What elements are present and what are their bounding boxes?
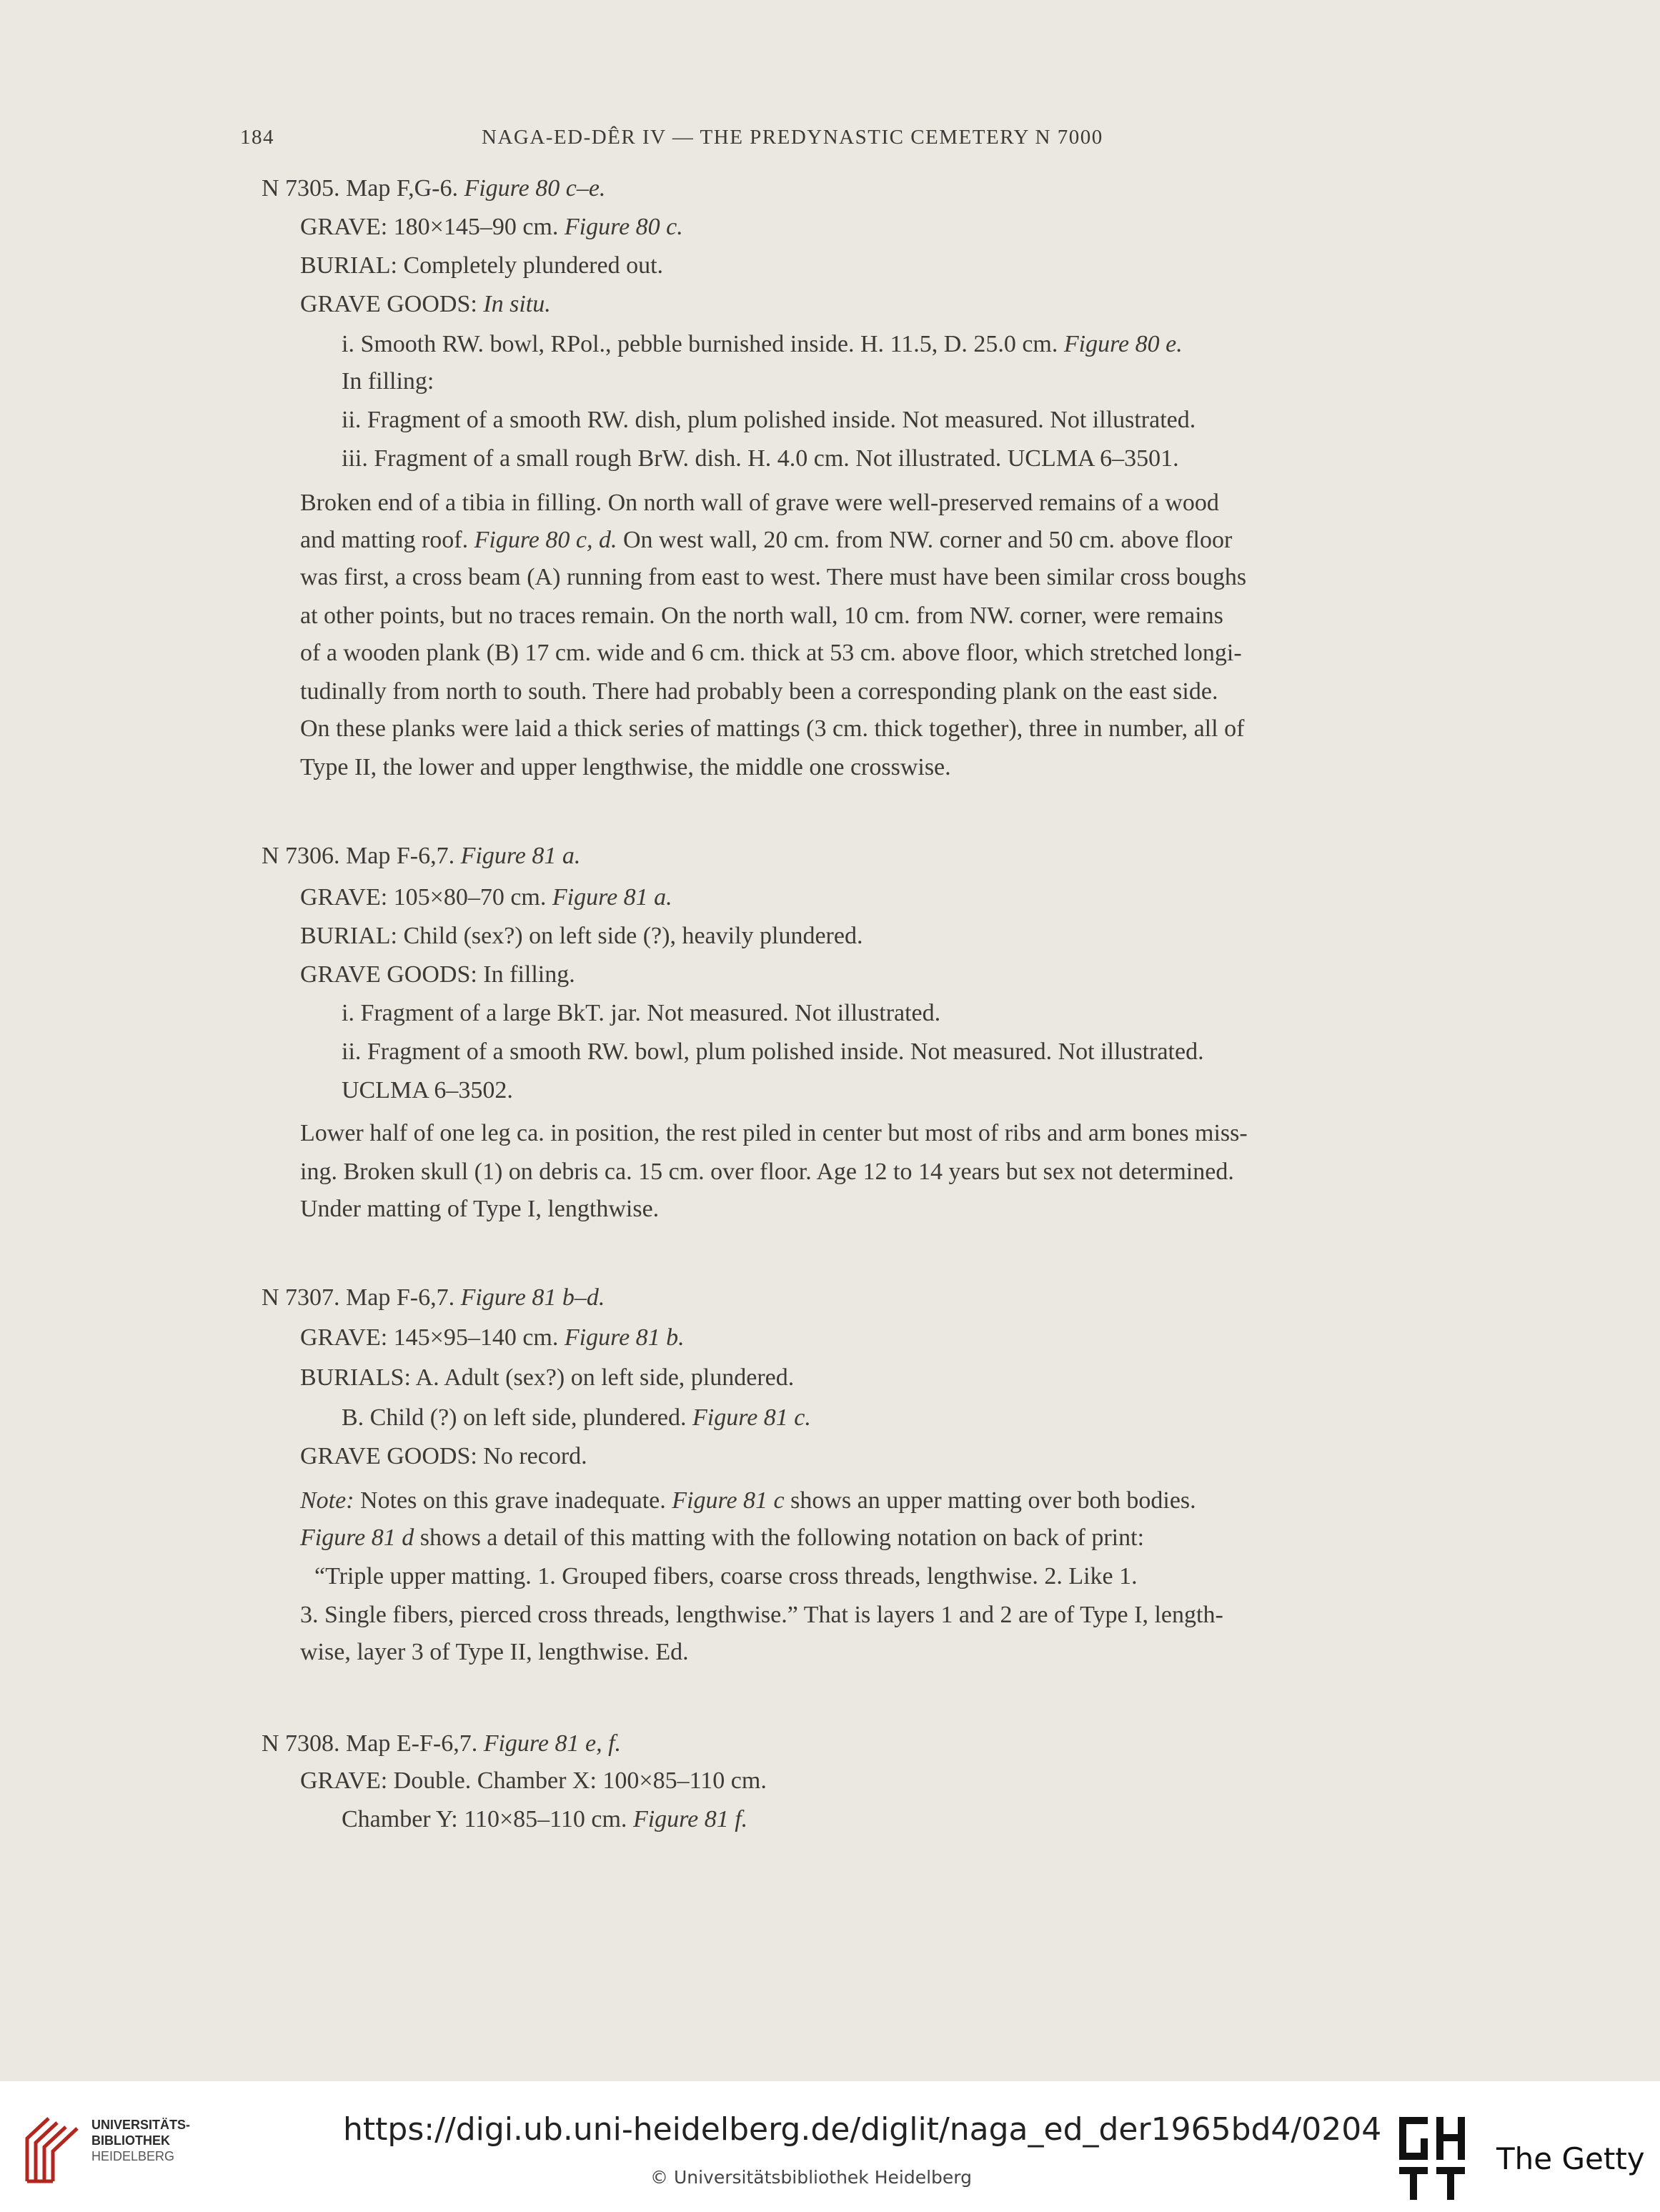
text-segment: i. Smooth RW. bowl, RPol., pebble burnished inside. H. 11.5, D. 25.0 cm. [342, 331, 1064, 357]
text-line [300, 602, 1223, 630]
text-segment: iii. Fragment of a small rough BrW. dish. H. 4.0 cm. Not illustrated. UCLMA 6–3501. [342, 445, 1179, 472]
text-segment: i. Fragment of a large BkT. jar. Not measured. Not illustrated. [342, 1000, 941, 1026]
figure-reference: Figure 81 c [672, 1487, 785, 1514]
figure-reference: Figure 80 c, d. [474, 527, 617, 553]
text-segment: and matting roof. [300, 527, 474, 553]
text-segment: GRAVE: 180×145–90 cm. [300, 214, 565, 240]
page-number: 184 [240, 126, 274, 149]
text-line [300, 526, 1232, 555]
text-line [300, 1767, 767, 1795]
text-segment: GRAVE: Double. Chamber X: 100×85–110 cm. [300, 1767, 767, 1794]
text-segment: N 7307. Map F-6,7. [262, 1284, 461, 1311]
sponsor-name: The Getty [1496, 2141, 1645, 2176]
text-line [342, 330, 1183, 359]
text-line [300, 715, 1244, 743]
text-segment: Lower half of one leg ca. in position, the rest piled in center but most of ribs and arm bones miss- [300, 1120, 1248, 1146]
text-line [300, 290, 551, 319]
text-segment: ii. Fragment of a smooth RW. dish, plum polished inside. Not measured. Not illustrated. [342, 407, 1196, 433]
text-segment: Under matting of Type I, lengthwise. [300, 1196, 660, 1222]
copyright-notice: © Universitätsbibliothek Heidelberg [650, 2167, 973, 2188]
text-segment: UCLMA 6–3502. [342, 1077, 513, 1103]
figure-reference: Figure 81 f. [632, 1806, 748, 1832]
text-line [342, 445, 1179, 473]
library-name: UNIVERSITÄTS- BIBLIOTHEK HEIDELBERG [91, 2118, 191, 2163]
text-line [300, 1487, 1196, 1515]
text-segment: GRAVE GOODS: [300, 291, 484, 317]
text-line [300, 639, 1242, 668]
text-line [300, 489, 1219, 517]
text-line [300, 1195, 659, 1224]
text-segment: BURIALS: A. Adult (sex?) on left side, plundered. [300, 1364, 795, 1391]
text-segment: GRAVE: 105×80–70 cm. [300, 884, 552, 911]
text-line [300, 1364, 794, 1392]
text-segment: was first, a cross beam (A) running from east to west. There must have been similar cross boughs [300, 564, 1247, 590]
text-segment: N 7306. Map F-6,7. [262, 843, 461, 869]
text-segment: “Triple upper matting. 1. Grouped fibers, coarse cross threads, lengthwise. 2. Like 1. [314, 1563, 1138, 1589]
text-line [300, 1119, 1248, 1148]
text-segment: shows a detail of this matting with the following notation on back of print: [414, 1524, 1145, 1551]
text-segment: Notes on this grave inadequate. [354, 1487, 672, 1514]
university-library-logo-icon [20, 2110, 86, 2184]
text-line [300, 961, 575, 989]
text-line [262, 174, 605, 203]
figure-reference: Note: [300, 1487, 354, 1514]
text-line [342, 1805, 747, 1834]
text-line [262, 1284, 605, 1312]
text-segment: GRAVE: 145×95–140 cm. [300, 1324, 565, 1351]
text-line [342, 406, 1196, 435]
text-line [342, 1076, 513, 1105]
figure-reference: In situ. [483, 291, 551, 317]
text-line [342, 1038, 1204, 1066]
figure-reference: Figure 80 e. [1063, 331, 1183, 357]
text-segment: of a wooden plank (B) 17 cm. wide and 6 cm. thick at 53 cm. above floor, which stretched longi- [300, 640, 1242, 666]
text-line [300, 922, 863, 951]
text-segment: ing. Broken skull (1) on debris ca. 15 cm. over floor. Age 12 to 14 years but sex not determined. [300, 1159, 1234, 1185]
permalink-url[interactable]: https://digi.ub.uni-heidelberg.de/diglit/naga_ed_der1965bd4/0204 [343, 2111, 1382, 2148]
text-line [314, 1562, 1138, 1591]
text-line [300, 1638, 689, 1667]
text-segment: shows an upper matting over both bodies. [784, 1487, 1196, 1514]
getty-logo-icon [1393, 2113, 1472, 2206]
text-line [300, 883, 672, 912]
text-segment: Broken end of a tibia in filling. On north wall of grave were well-preserved remains of a wood [300, 490, 1219, 516]
text-segment: Type II, the lower and upper lengthwise, the middle one crosswise. [300, 754, 951, 780]
figure-reference: Figure 81 d [300, 1524, 414, 1551]
text-segment: ii. Fragment of a smooth RW. bowl, plum polished inside. Not measured. Not illustrated. [342, 1038, 1204, 1065]
text-segment: GRAVE GOODS: In filling. [300, 961, 575, 988]
text-line [300, 252, 663, 280]
figure-reference: Figure 81 a. [460, 843, 581, 869]
text-line [262, 1730, 621, 1758]
text-line [300, 1601, 1223, 1630]
text-segment: wise, layer 3 of Type II, lengthwise. Ed. [300, 1639, 689, 1665]
text-segment: Chamber Y: 110×85–110 cm. [342, 1806, 633, 1832]
text-line [300, 1442, 587, 1471]
figure-reference: Figure 81 a. [552, 884, 672, 911]
text-line [342, 367, 434, 396]
text-line [300, 678, 1218, 706]
figure-reference: Figure 81 b. [564, 1324, 685, 1351]
figure-reference: Figure 81 b–d. [460, 1284, 605, 1311]
running-title: NAGA-ED-DÊR IV — THE PREDYNASTIC CEMETERY N 7000 [482, 126, 1103, 149]
text-line [300, 1524, 1144, 1552]
text-segment: On west wall, 20 cm. from NW. corner and 50 cm. above floor [617, 527, 1233, 553]
text-line [300, 1158, 1234, 1186]
text-segment: In filling: [342, 368, 434, 395]
text-line [300, 753, 951, 782]
text-segment: at other points, but no traces remain. On the north wall, 10 cm. from NW. corner, were remains [300, 602, 1223, 629]
text-line [342, 1404, 811, 1432]
figure-reference: Figure 81 e, f. [483, 1730, 622, 1757]
text-segment: BURIAL: Completely plundered out. [300, 252, 664, 279]
text-line [300, 213, 683, 242]
text-line [342, 999, 940, 1028]
figure-reference: Figure 80 c. [564, 214, 683, 240]
text-segment: B. Child (?) on left side, plundered. [342, 1404, 693, 1431]
text-segment: BURIAL: Child (sex?) on left side (?), heavily plundered. [300, 923, 863, 949]
text-segment: GRAVE GOODS: No record. [300, 1443, 587, 1469]
text-segment: tudinally from north to south. There had probably been a corresponding plank on the east side. [300, 678, 1218, 705]
figure-reference: Figure 81 c. [692, 1404, 811, 1431]
text-segment: On these planks were laid a thick series of mattings (3 cm. thick together), three in number, all of [300, 715, 1245, 742]
text-line [300, 563, 1246, 592]
text-segment: 3. Single fibers, pierced cross threads, lengthwise.” That is layers 1 and 2 are of Type I, length- [300, 1602, 1223, 1628]
footer-bar [0, 2081, 1660, 2212]
text-line [262, 842, 580, 871]
text-segment: N 7305. Map F,G-6. [262, 175, 464, 202]
figure-reference: Figure 80 c–e. [464, 175, 606, 202]
text-segment: N 7308. Map E-F-6,7. [262, 1730, 484, 1757]
text-line [300, 1324, 685, 1352]
